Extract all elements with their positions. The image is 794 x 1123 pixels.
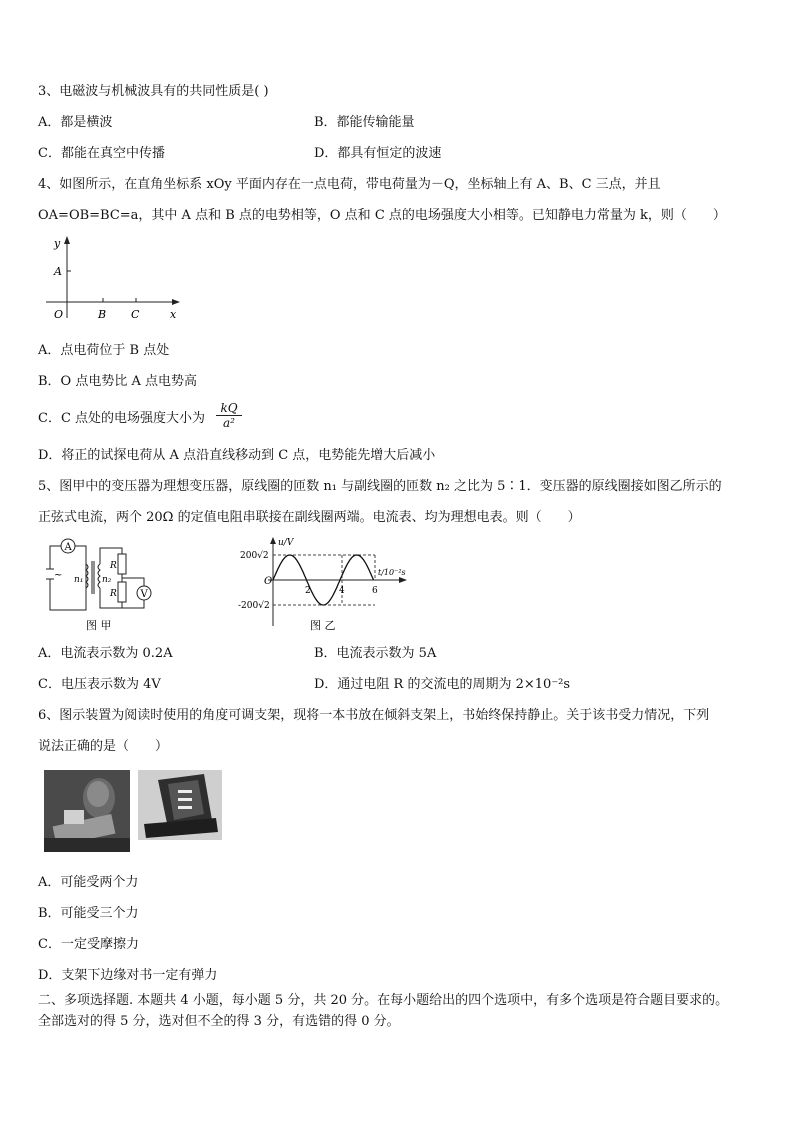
q4-fig-o-label: O [54, 308, 64, 321]
q4-fig-y-label: y [54, 237, 61, 250]
q5-stem-line2: 正弦式电流，两个 20Ω 的定值电阻串联接在副线圈两端。电流表、均为理想电表。则（ ） [38, 510, 581, 525]
voltage-axis-label: u/V [278, 538, 294, 548]
section2-instructions-line2: 全部选对的得 5 分，选对但不全的得 3 分，有选错的得 0 分。 [38, 1014, 400, 1029]
figure-jia-caption: 图 甲 [86, 619, 112, 632]
q4-fraction-denominator: a² [223, 416, 235, 430]
reading-stand-photo-2 [138, 770, 222, 840]
q3-option-c: C．都能在真空中传播 [38, 146, 165, 161]
q6-stem-line1: 6、图示装置为阅读时使用的角度可调支架，现将一本书放在倾斜支架上，书始终保持静止。关于该书受力情况，下列 [38, 708, 710, 723]
time-axis-label: t/10⁻²s [378, 568, 406, 577]
q4-option-c-fraction [216, 401, 242, 430]
figure-yi-caption: 图 乙 [310, 619, 336, 632]
q6-option-a: A．可能受两个力 [38, 875, 139, 890]
q3-option-a: A．都是横波 [38, 115, 113, 130]
q5-transformer-circuit-figure [40, 536, 165, 636]
q5-option-b: B．电流表示数为 5A [314, 646, 437, 661]
q4-stem-line1: 4、如图所示，在直角坐标系 xOy 平面内存在一点电荷，带电荷量为－Q，坐标轴上有 A、B、C 三点，并且 [38, 177, 661, 192]
q4-option-b: B．O 点电势比 A 点电势高 [38, 374, 197, 389]
n1-label: n₁ [74, 575, 84, 585]
ymax-label: 200√2 [240, 551, 269, 561]
q6-option-b: B．可能受三个力 [38, 906, 139, 921]
reading-stand-photo-1 [44, 770, 130, 852]
q3-option-d: D．都具有恒定的波速 [314, 146, 442, 161]
voltmeter-label: V [140, 589, 148, 600]
resistor-2-label: R [110, 589, 117, 599]
q4-fig-b-label: B [98, 308, 107, 321]
n2-label: n₂ [102, 575, 112, 585]
q3-stem: 3、电磁波与机械波具有的共同性质是( ) [38, 84, 269, 99]
ammeter-label: A [64, 542, 72, 553]
q5-sine-wave-figure [238, 536, 418, 636]
q4-fig-x-label: x [170, 308, 177, 321]
ymin-label: -200√2 [238, 601, 270, 611]
origin-label: O [264, 576, 273, 587]
t-tick-2: 2 [305, 586, 311, 596]
q5-stem-line1: 5、图甲中的变压器为理想变压器，原线圈的匝数 n₁ 与副线圈的匝数 n₂ 之比为 5∶1．变压器的原线圈接如图乙所示的 [38, 479, 722, 494]
q4-option-c-text: C．C 点处的电场强度大小为 [38, 411, 206, 426]
resistor-1-label: R [110, 561, 117, 571]
t-tick-4: 4 [339, 586, 345, 596]
q4-coordinate-figure [40, 234, 190, 326]
q3-option-b: B．都能传输能量 [314, 115, 415, 130]
t-tick-6: 6 [372, 586, 378, 596]
q4-fraction-numerator: kQ [216, 401, 242, 416]
q4-option-c [38, 411, 205, 427]
q6-option-c: C．一定受摩擦力 [38, 937, 139, 952]
q6-option-d: D．支架下边缘对书一定有弹力 [38, 968, 218, 983]
q4-fig-a-label: A [54, 265, 62, 278]
section2-instructions-line1: 二、多项选择题. 本题共 4 小题，每小题 5 分，共 20 分。在每小题给出的四个选项中，有多个选项是符合题目要求的。 [38, 993, 729, 1008]
svg-text:~: ~ [54, 570, 63, 581]
q5-option-a: A．电流表示数为 0.2A [38, 646, 173, 661]
q4-fig-c-label: C [131, 308, 140, 321]
q5-option-d: D．通过电阻 R 的交流电的周期为 2×10⁻²s [314, 677, 571, 692]
q4-option-a: A．点电荷位于 B 点处 [38, 343, 170, 358]
q4-stem-line2: OA=OB=BC=a，其中 A 点和 B 点的电势相等，O 点和 C 点的电场强度大小相等。已知静电力常量为 k，则（ ） [38, 208, 726, 223]
q6-stem-line2: 说法正确的是（ ） [38, 739, 169, 754]
q5-option-c: C．电压表示数为 4V [38, 677, 161, 692]
q4-option-d: D．将正的试探电荷从 A 点沿直线移动到 C 点，电势能先增大后减小 [38, 448, 436, 463]
